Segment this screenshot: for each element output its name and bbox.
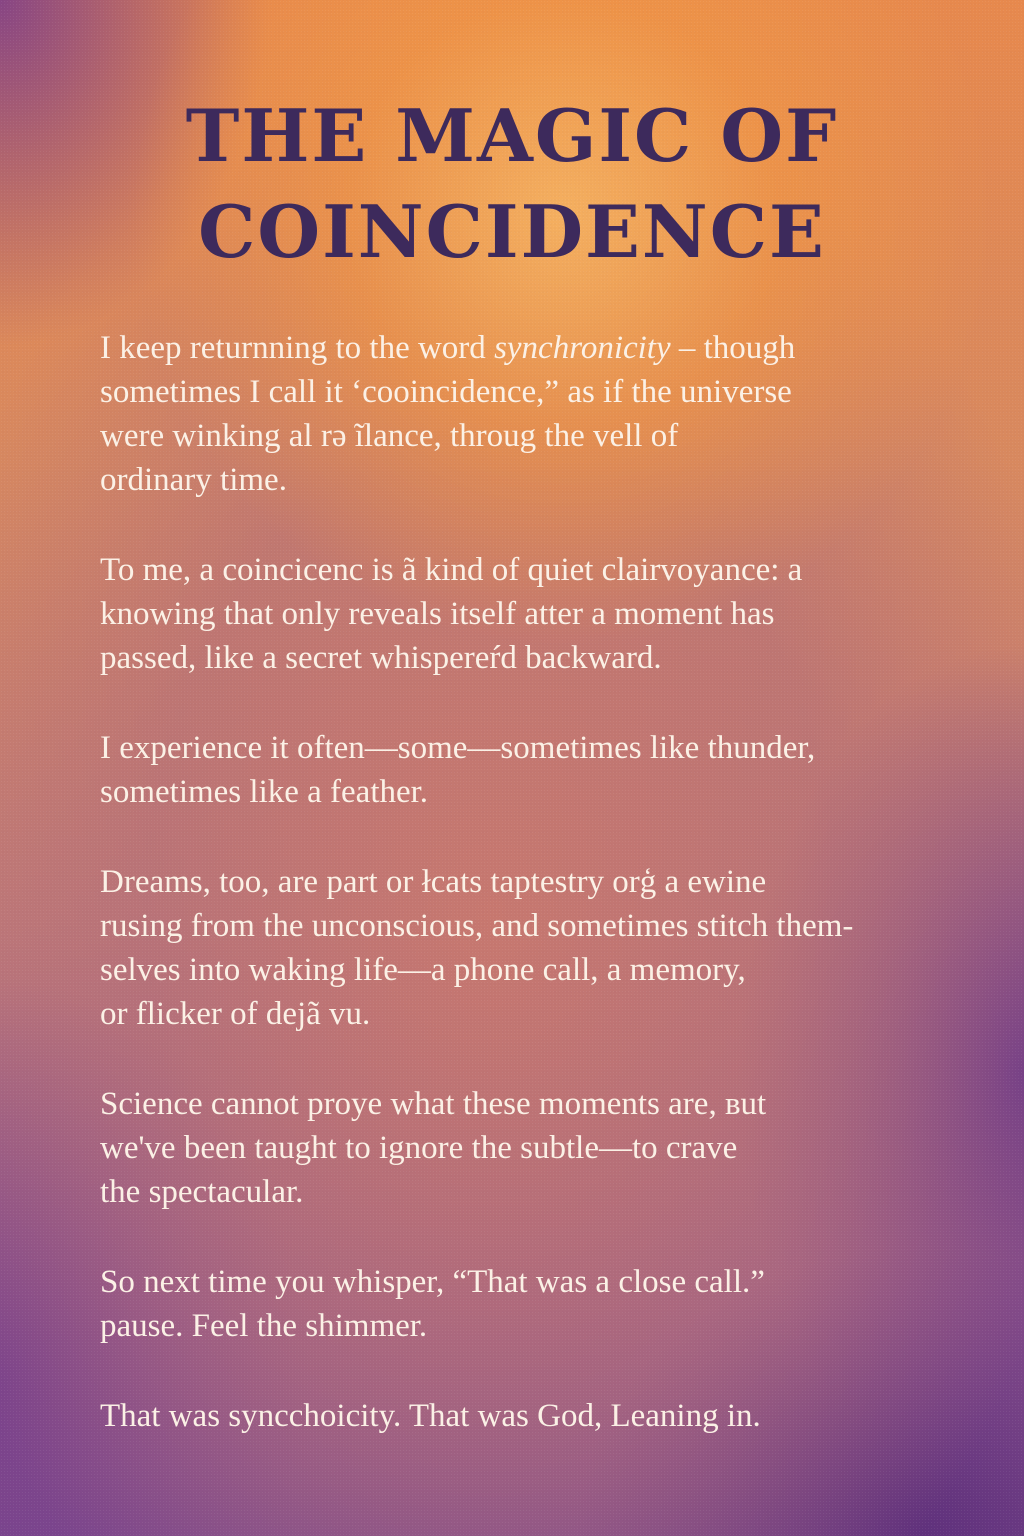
paragraph-4-line-1: Dreams, too, are part or łcats taptestry orģ a ewine <box>100 864 767 900</box>
paragraph-7 <box>100 1394 960 1438</box>
paragraph-4-line-4: or flicker of dejã vu. <box>100 996 371 1032</box>
body-text <box>100 326 960 1484</box>
paragraph-3-line-2: sometimes like a feather. <box>100 774 429 810</box>
paragraph-2-line-2: knowing that only reveals itself atter a moment has <box>100 596 775 632</box>
paragraph-4-line-3: selves into waking life—a phone call, a memory, <box>100 952 746 988</box>
page-title <box>0 88 1024 280</box>
paragraph-2-line-3: passed, like a secret whispereŕd backward. <box>100 640 662 676</box>
paragraph-3 <box>100 726 960 814</box>
paragraph-6 <box>100 1260 960 1348</box>
paragraph-1 <box>100 326 960 502</box>
paragraph-5 <box>100 1082 960 1214</box>
paragraph-1-line-2: sometimes I call it ‘cooincidence,” as if the universe <box>100 374 792 410</box>
paragraph-7-line-1: That was syncchoicity. That was God, Leaning in. <box>100 1398 761 1434</box>
paragraph-5-line-1: Science cannot proye what these moments are, вut <box>100 1086 767 1122</box>
paragraph-5-line-2: we've been taught to ignore the subtle—to crave <box>100 1130 738 1166</box>
paragraph-1-line-1: I keep returnning to the word synchronicity – though <box>100 330 796 366</box>
paragraph-2-line-1: To me, a coincicenc is ã kind of quiet clairvoyance: a <box>100 552 803 588</box>
paragraph-4-line-2: rusing from the unconscious, and sometimes stitch them- <box>100 908 854 944</box>
paragraph-3-line-1: I experience it often—some—sometimes like thunder, <box>100 730 816 766</box>
emphasis-synchronicity: synchronicity <box>494 330 671 366</box>
title-line-1: THE MAGIC OF <box>185 93 839 178</box>
title-line-2: COINCIDENCE <box>198 189 826 274</box>
paragraph-6-line-1: So next time you whisper, “That was a close call.” <box>100 1264 765 1300</box>
paragraph-5-line-3: the spectacular. <box>100 1174 304 1210</box>
paragraph-1-line-4: ordinary time. <box>100 462 287 498</box>
paragraph-4 <box>100 860 960 1036</box>
paragraph-2 <box>100 548 960 680</box>
paragraph-6-line-2: pause. Feel the shimmer. <box>100 1308 428 1344</box>
paragraph-1-line-3: were winking al rə ĩlance, throug the vell of <box>100 418 679 454</box>
